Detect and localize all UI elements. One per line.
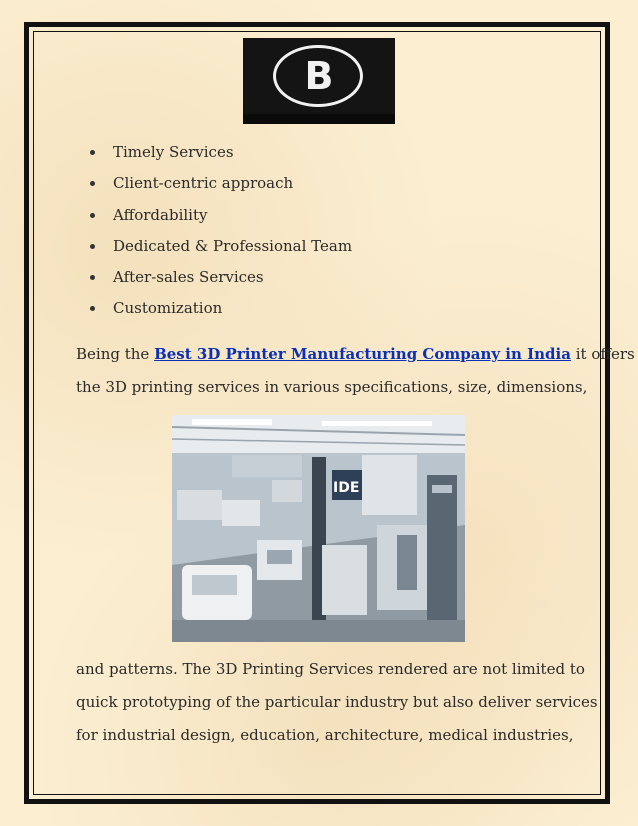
body-line-3: for industrial design, education, architecture, medical industries, bbox=[76, 726, 574, 744]
body-line-2: quick prototyping of the particular industry but also deliver services bbox=[76, 693, 598, 711]
factory-sign: IDE bbox=[333, 480, 360, 496]
list-item-text: Affordability bbox=[113, 205, 208, 224]
intro-text-after: it offers bbox=[570, 345, 635, 363]
bullet-icon bbox=[90, 150, 95, 155]
list-item-text: Customization bbox=[113, 299, 223, 318]
bullet-icon bbox=[90, 306, 95, 311]
intro-text-before: Being the bbox=[76, 345, 155, 363]
factory-illustration bbox=[172, 415, 465, 642]
factory-photo bbox=[172, 415, 465, 642]
list-item bbox=[70, 265, 352, 296]
intro-line-2: the 3D printing services in various specifications, size, dimensions, bbox=[76, 378, 588, 396]
company-link[interactable]: Best 3D Printer Manufacturing Company in India bbox=[154, 345, 571, 363]
list-item bbox=[70, 234, 352, 265]
body-line-1: and patterns. The 3D Printing Services rendered are not limited to bbox=[76, 660, 585, 678]
list-item bbox=[70, 203, 352, 234]
bullet-icon bbox=[90, 213, 95, 218]
list-item bbox=[70, 171, 352, 202]
logo-bar bbox=[243, 114, 395, 124]
features-list bbox=[70, 140, 352, 328]
logo-letter: B bbox=[304, 54, 334, 98]
list-item-text: Client-centric approach bbox=[113, 174, 294, 193]
list-item-text: After-sales Services bbox=[113, 268, 264, 287]
list-item-text: Timely Services bbox=[113, 143, 234, 161]
company-logo bbox=[243, 38, 395, 124]
bullet-icon bbox=[90, 275, 95, 280]
list-item bbox=[70, 140, 352, 171]
bullet-icon bbox=[90, 244, 95, 249]
list-item bbox=[70, 296, 352, 327]
list-item-text: Dedicated & Professional Team bbox=[113, 236, 353, 255]
bullet-icon bbox=[90, 181, 95, 186]
intro-line-1 bbox=[76, 345, 635, 363]
